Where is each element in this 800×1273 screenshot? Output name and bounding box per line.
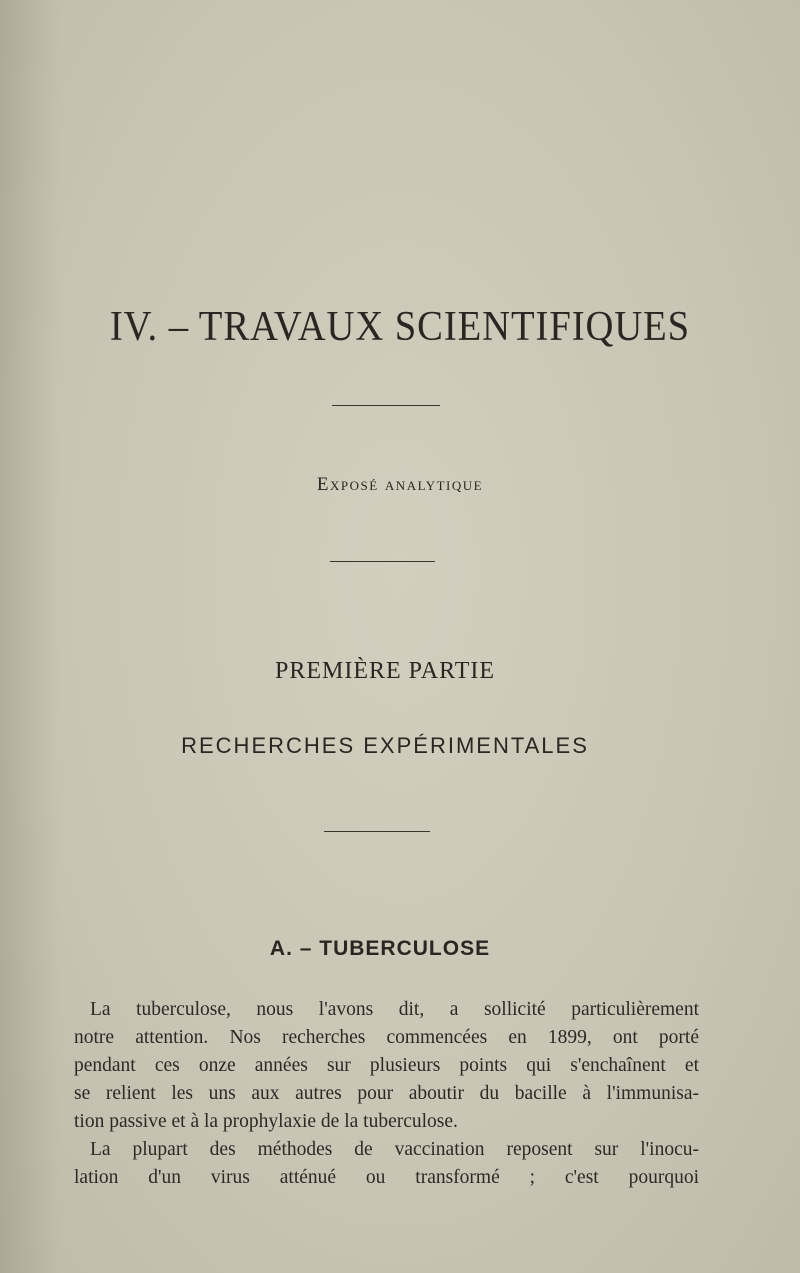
paragraph (74, 996, 699, 1136)
text-line: pendant ces onze années sur plusieurs points qui s'enchaînent et (74, 1055, 699, 1076)
divider-rule (332, 405, 440, 406)
text-line: se relient les uns aux autres pour aboutir du bacille à l'immunisa- (74, 1083, 699, 1104)
text-line: La tuberculose, nous l'avons dit, a sollicité particulièrement (90, 999, 699, 1020)
text-line: lation d'un virus atténué ou transformé ; c'est pourquoi (74, 1167, 699, 1188)
part-title: RECHERCHES EXPÉRIMENTALES (181, 733, 589, 758)
text-line: notre attention. Nos recherches commencées en 1899, ont porté (74, 1027, 699, 1048)
page-edge-shadow (0, 0, 60, 1273)
text-line: tion passive et à la prophylaxie de la tuberculose. (74, 1111, 458, 1132)
divider-rule (330, 561, 435, 562)
body-text (74, 996, 699, 1192)
text-line: La plupart des méthodes de vaccination reposent sur l'inocu- (90, 1139, 699, 1160)
divider-rule (324, 831, 430, 832)
section-title: A. – TUBERCULOSE (269, 937, 491, 960)
chapter-title: IV. – TRAVAUX SCIENTIFIQUES (109, 304, 691, 350)
paragraph (74, 1136, 699, 1192)
part-label: PREMIÈRE PARTIE (274, 658, 496, 684)
subtitle: Exposé analytique (316, 474, 484, 495)
